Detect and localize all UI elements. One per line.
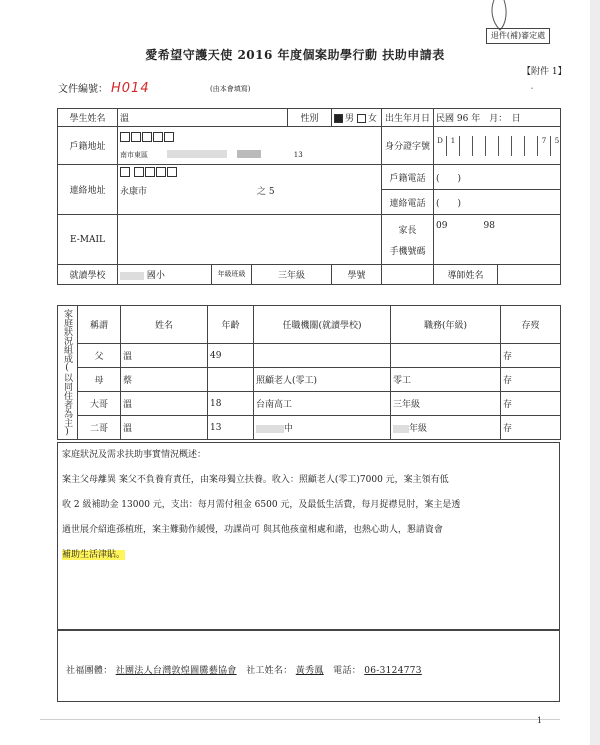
birth-label: 出生年月日 — [382, 109, 434, 127]
family-header-age: 年齡 — [208, 306, 254, 344]
home-phone-value: ( ) — [434, 165, 561, 190]
gender-options — [332, 109, 382, 127]
tutor-label: 導師姓名 — [434, 265, 498, 285]
postal-code-boxes — [120, 132, 379, 145]
gender-label: 性別 — [288, 109, 332, 127]
tutor-value — [498, 265, 561, 285]
id-number-label: 身分證字號 — [382, 127, 434, 165]
contact-phone-label: 連絡電話 — [382, 190, 434, 215]
home-phone-label: 戶籍電話 — [382, 165, 434, 190]
document-number-label: 文件編號： — [58, 84, 108, 95]
phone-label: 電話： — [333, 666, 362, 676]
page-divider — [40, 719, 560, 720]
male-checkbox — [334, 114, 343, 123]
parent-mobile-label: 手機號碼 — [389, 246, 426, 257]
table-row: 二哥 溫 13 中 年級 存 — [58, 416, 561, 440]
registered-address-value — [118, 127, 382, 165]
registered-address-city: 南市東區 — [120, 150, 148, 159]
email-label: E-MAIL — [58, 215, 118, 265]
page-mark: 1 — [537, 716, 543, 725]
female-checkbox — [357, 114, 366, 123]
contact-phone-value: ( ) — [434, 190, 561, 215]
parent-label: 家長 — [398, 225, 417, 236]
family-section-label: 家庭狀況組成(以同住者為主) — [58, 306, 78, 440]
narrative-line: 收 2 級補助金 13000 元，支出：每月需付租金 6500 元，及最低生活費，每月捉襟見肘，案主是透 — [62, 500, 461, 510]
table-row: 母 蔡 照顧老人(零工) 零工 存 — [58, 368, 561, 392]
worker-value: 黃秀鳳 — [295, 666, 324, 676]
female-option: 女 — [367, 114, 377, 124]
id-number-value: D 1 7 5 — [434, 127, 561, 165]
family-table — [57, 305, 561, 440]
registered-address-label: 戶籍地址 — [58, 127, 118, 165]
mailing-address-number: 之 5 — [257, 187, 275, 197]
phone-value: 06-3124773 — [364, 666, 422, 676]
family-header-alive: 存歿 — [501, 306, 561, 344]
grade-value: 三年級 — [252, 265, 332, 285]
family-header-name: 姓名 — [121, 306, 208, 344]
form-title: 愛希望守護天使 2016 年度個案助學行動 扶助申請表 — [145, 48, 445, 62]
mailing-postal-boxes — [120, 167, 379, 180]
annex-label: 【附件 1】 — [522, 67, 567, 77]
footer-signature-line — [66, 663, 422, 676]
parent-mobile-value: 09 98 — [434, 215, 561, 265]
family-situation-narrative — [57, 442, 560, 630]
narrative-line: 過世展介紹進孫植班，案主難動作緩慢，功課尚可 與其他孩童相處和諧，也熱心助人，懇請資會 — [62, 525, 443, 535]
org-label: 社福團體： — [66, 666, 113, 676]
registered-address-number: 13 — [293, 150, 303, 159]
student-name-value: 溫 — [118, 109, 288, 127]
document-number — [58, 80, 150, 96]
mailing-address-city: 永康市 — [120, 187, 148, 197]
filled-by-note: (由本會填寫) — [210, 85, 251, 93]
family-header-title: 稱謂 — [78, 306, 121, 344]
student-number-label: 學號 — [332, 265, 382, 285]
org-value: 社團法人台灣敦煌圖騰藝協會 — [115, 666, 237, 676]
highlighted-text: 補助生活津貼。 — [62, 550, 126, 560]
grade-label: 年級班級 — [212, 265, 252, 285]
narrative-line: 案主父母離異 案父不負養育責任，由案母獨立扶養。收入：照顧老人(零工)7000 元，案主領有低 — [62, 475, 449, 485]
family-header-org: 任職機關(就讀學校) — [254, 306, 391, 344]
family-header-role: 職務(年級) — [391, 306, 501, 344]
worker-label: 社工姓名： — [246, 666, 293, 676]
mailing-address-value — [118, 165, 382, 215]
student-name-label: 學生姓名 — [58, 109, 118, 127]
parent-mobile-labels — [382, 215, 434, 265]
mailing-address-label: 連絡地址 — [58, 165, 118, 215]
male-option: 男 — [345, 114, 355, 124]
scan-edge — [590, 0, 600, 745]
footer-box — [57, 630, 560, 702]
school-label: 就讀學校 — [58, 265, 118, 285]
student-info-table — [57, 108, 561, 285]
school-value: 國小 — [118, 265, 212, 285]
narrative-heading: 家庭狀況及需求扶助事實情況概述： — [62, 450, 207, 460]
narrative-line — [62, 549, 555, 561]
student-number-value — [382, 265, 434, 285]
table-row: 父 溫 49 存 — [58, 344, 561, 368]
review-stamp: 退件(補)審定處 — [486, 28, 550, 44]
table-row: 大哥 溫 18 台南高工 三年級 存 — [58, 392, 561, 416]
document-number-value: H014 — [111, 81, 150, 96]
email-value — [118, 215, 382, 265]
birth-value: 民國 96 年 月： 日 — [434, 109, 561, 127]
dot-mark: ・ — [528, 84, 536, 93]
